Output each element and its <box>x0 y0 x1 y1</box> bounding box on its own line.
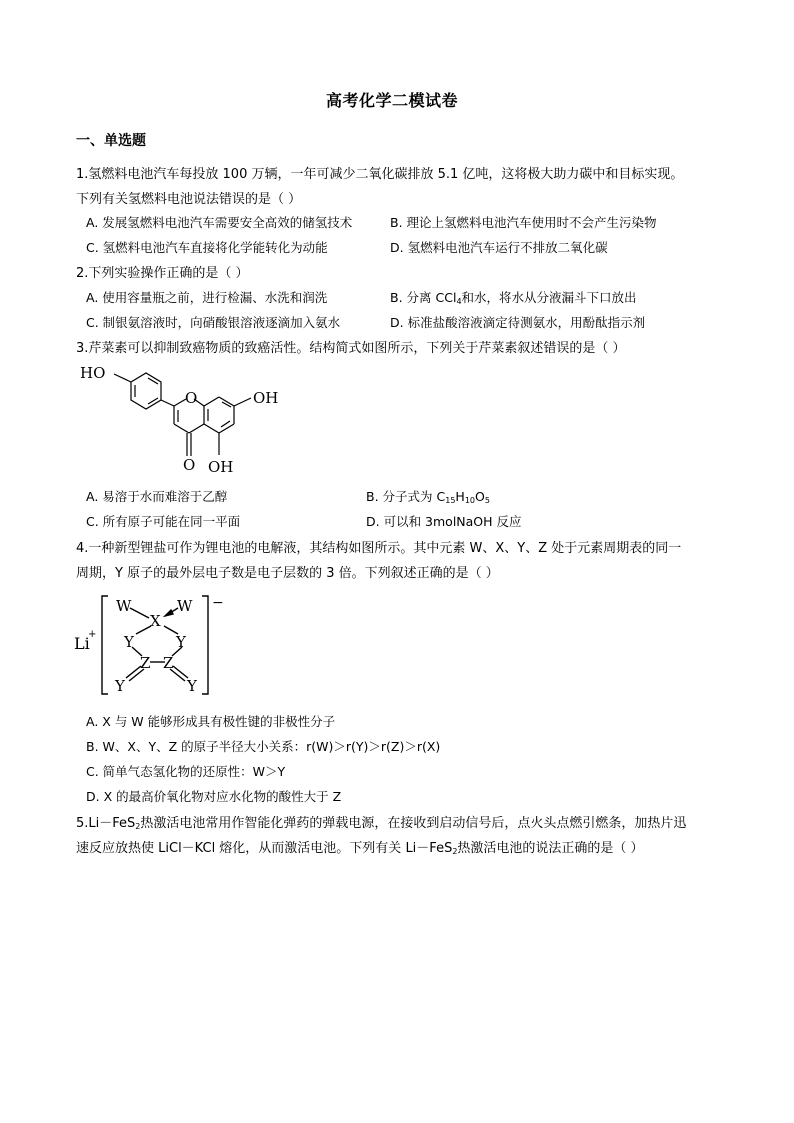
question-1-option-a[interactable]: A. 发展氢燃料电池汽车需要安全高效的储氢技术 <box>86 215 353 230</box>
question-2-option-b[interactable] <box>390 288 637 306</box>
question-1-option-d[interactable]: D. 氢燃料电池汽车运行不排放二氧化碳 <box>390 240 608 255</box>
option-b-text-post: 和水，将水从分液漏斗下口放出 <box>461 290 637 305</box>
question-2-option-a[interactable]: A. 使用容量瓶之前，进行检漏、水洗和润洗 <box>86 290 328 305</box>
question-4-stem-line2: 周期，Y 原子的最外层电子数是电子层数的 3 倍。下列叙述正确的是（ ） <box>76 566 499 581</box>
question-4-option-a[interactable]: A. X 与 W 能够形成具有极性键的非极性分子 <box>86 714 336 729</box>
question-4-option-c[interactable]: C. 简单气态氢化物的还原性：W＞Y <box>86 764 286 779</box>
question-1-option-b[interactable]: B. 理论上氢燃料电池汽车使用时不会产生污染物 <box>390 215 657 230</box>
text: 热激活电池常用作智能化弹药的弹载电源，在接收到启动信号后，点火头点燃引燃条，加热片迅 <box>140 816 687 831</box>
apigenin-structure <box>76 360 296 480</box>
anion-charge: − <box>212 595 224 611</box>
section-heading: 一、单选题 <box>76 133 146 149</box>
question-2-option-c[interactable]: C. 制银氨溶液时，向硝酸银溶液逐滴加入氨水 <box>86 315 341 330</box>
question-1-stem-line2: 下列有关氢燃料电池说法错误的是（ ） <box>76 192 302 207</box>
lithium-label: Li <box>74 634 90 653</box>
question-3-option-a[interactable]: A. 易溶于水而难溶于乙醇 <box>86 489 228 504</box>
question-4-option-d[interactable]: D. X 的最高价氧化物对应水化物的酸性大于 Z <box>86 789 342 804</box>
ring-oxygen-label: O <box>185 389 198 407</box>
question-1-option-c[interactable]: C. 氢燃料电池汽车直接将化学能转化为动能 <box>86 240 328 255</box>
text: 热激活电池的说法正确的是（ ） <box>457 841 644 856</box>
text: 速反应放热使 LiCl－KCl 熔化，从而激活电池。下列有关 Li－FeS <box>76 841 453 856</box>
atom-z-right: Z <box>163 654 174 672</box>
text: 5.Li－FeS <box>76 816 136 831</box>
subscript: 15 <box>445 496 456 505</box>
question-3-option-b[interactable] <box>366 487 490 505</box>
question-1-stem-line1: 1.氢燃料电池汽车每投放 100 万辆，一年可减少二氧化碳排放 5.1 亿吨，这将极大助力碳中和目标实现。 <box>76 167 684 182</box>
atom-y-bottom-right: Y <box>187 677 197 695</box>
question-3-stem: 3.芹菜素可以抑制致癌物质的致癌活性。结构简式如图所示，下列关于芹菜素叙述错误的是（ ） <box>76 341 626 356</box>
atom-x: X <box>150 612 161 630</box>
oh-bottom-label: OH <box>208 458 234 476</box>
question-2-option-d[interactable]: D. 标准盐酸溶液滴定待测氨水，用酚酞指示剂 <box>390 315 646 330</box>
ho-label: HO <box>80 364 106 382</box>
formula-o: O <box>475 489 485 504</box>
oh-right-label: OH <box>253 389 279 407</box>
lithium-charge: + <box>88 629 97 640</box>
question-5-stem-line1 <box>76 812 686 831</box>
atom-z-left: Z <box>140 654 151 672</box>
question-4-option-b[interactable]: B. W、X、Y、Z 的原子半径大小关系：r(W)＞r(Y)＞r(Z)＞r(X) <box>86 739 441 754</box>
atom-w-right: W <box>177 597 193 615</box>
atom-w-left: W <box>116 597 132 615</box>
atom-y-left: Y <box>124 633 134 651</box>
question-3-option-d[interactable]: D. 可以和 3molNaOH 反应 <box>366 514 522 529</box>
atom-y-bottom-left: Y <box>115 677 125 695</box>
option-b-text-pre: B. 分离 CCl <box>390 290 457 305</box>
formula-h: H <box>455 489 465 504</box>
question-3-option-c[interactable]: C. 所有原子可能在同一平面 <box>86 514 241 529</box>
question-4-stem-line1: 4.一种新型锂盐可作为锂电池的电解液，其结构如图所示。其中元素 W、X、Y、Z 处于元素周期表的同一 <box>76 541 682 556</box>
keto-oxygen-label: O <box>183 456 196 474</box>
question-2-stem: 2.下列实验操作正确的是（ ） <box>76 266 249 281</box>
subscript: 2 <box>452 847 458 856</box>
page-title: 高考化学二模试卷 <box>326 91 459 110</box>
lithium-salt-structure <box>74 592 234 698</box>
subscript: 2 <box>135 822 141 831</box>
subscript: 4 <box>456 297 462 306</box>
formula-prefix: B. 分子式为 C <box>366 489 446 504</box>
question-5-stem-line2 <box>76 837 644 856</box>
subscript: 5 <box>484 496 490 505</box>
atom-y-right: Y <box>176 633 186 651</box>
subscript: 10 <box>464 496 476 505</box>
